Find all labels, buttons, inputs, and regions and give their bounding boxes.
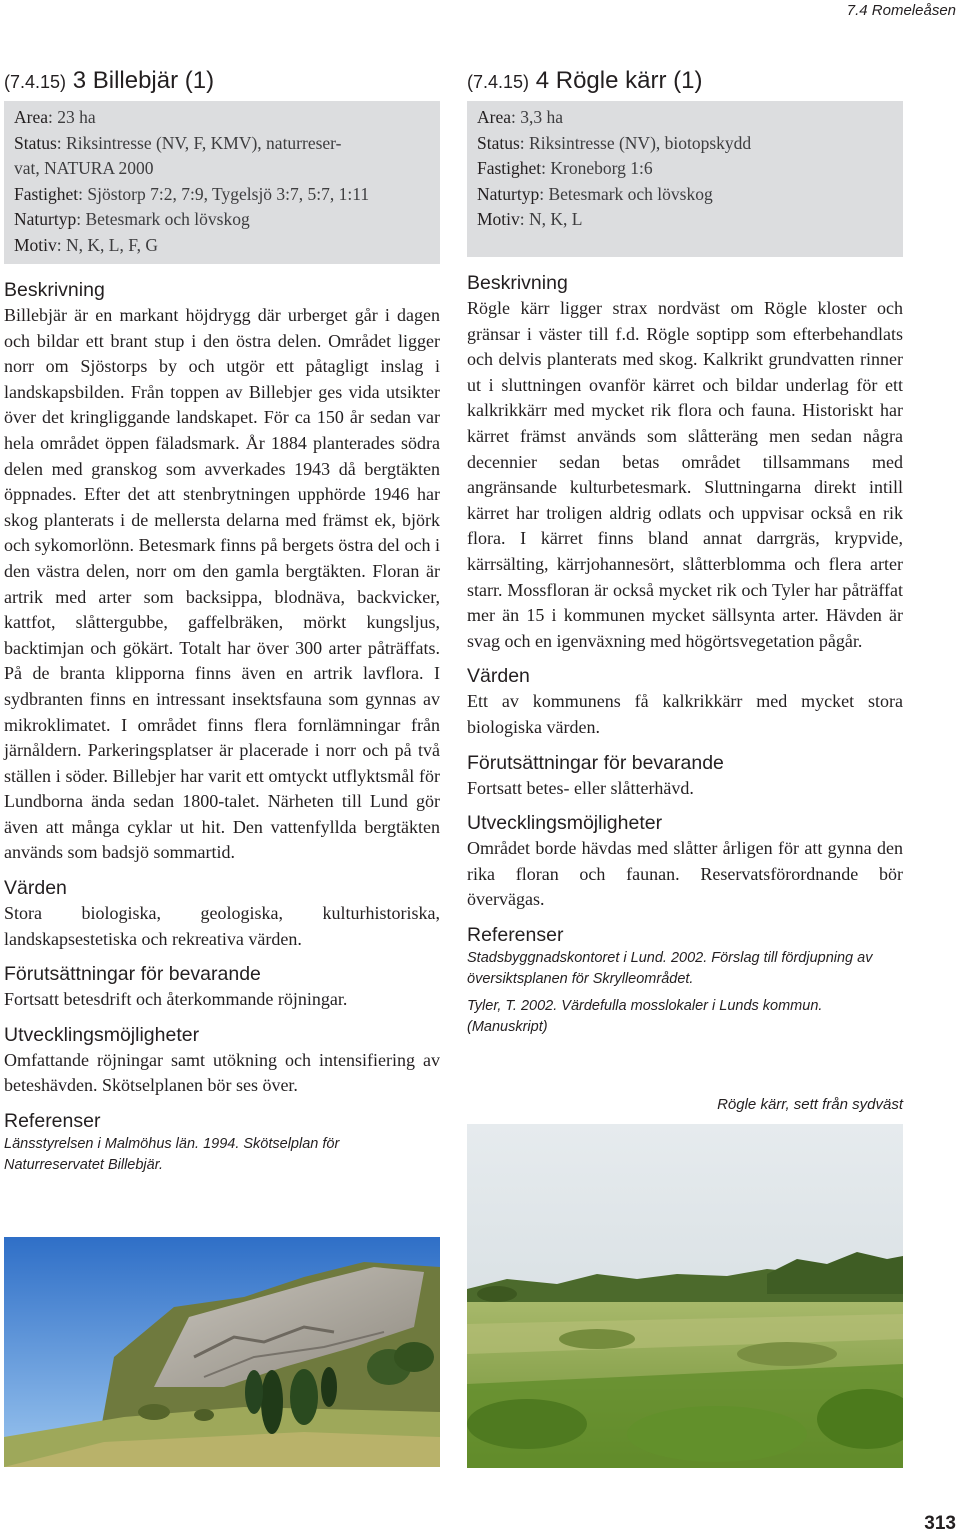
area-value: : 23 ha bbox=[48, 107, 96, 127]
forutsattningar-text: Fortsatt betesdrift och återkommande röjningar. bbox=[4, 989, 348, 1010]
fastighet-label: Fastighet bbox=[477, 158, 542, 178]
area-label: Area bbox=[477, 107, 512, 127]
naturtyp-value: : Betesmark och lövskog bbox=[76, 209, 250, 229]
left-column bbox=[4, 66, 440, 1176]
status-value-cont: vat, NATURA 2000 bbox=[14, 158, 154, 178]
varden-text: Stora biologiska, geologiska, kulturhistoriska, landskapsestetiska och rekreativa värden. bbox=[4, 903, 440, 949]
motiv-value: : N, K, L bbox=[519, 209, 583, 229]
naturtyp-label: Naturtyp bbox=[477, 183, 540, 204]
site-name: 4 Rögle kärr (1) bbox=[535, 67, 703, 94]
naturtyp-label: Naturtyp bbox=[14, 209, 77, 229]
site-title-billebjar bbox=[4, 66, 440, 97]
utveckling-heading: Utvecklingsmöjligheter bbox=[467, 812, 663, 835]
photo-caption: Rögle kärr, sett från sydväst bbox=[717, 1096, 903, 1113]
varden-heading: Värden bbox=[4, 877, 67, 900]
info-box bbox=[4, 101, 440, 264]
motiv-label: Motiv bbox=[14, 234, 57, 255]
utveckling-heading: Utvecklingsmöjligheter bbox=[4, 1023, 200, 1046]
forutsattningar-heading: Förutsättningar för bevarande bbox=[4, 963, 261, 986]
status-label: Status bbox=[477, 132, 520, 153]
beskrivning-heading: Beskrivning bbox=[4, 279, 105, 301]
reference-item: Länsstyrelsen i Malmöhus län. 1994. Skötselplan för Naturreservatet Billebjär. bbox=[4, 1136, 340, 1174]
site-name: 3 Billebjär (1) bbox=[72, 67, 215, 94]
beskrivning-heading: Beskrivning bbox=[467, 272, 568, 294]
forutsattningar-heading: Förutsättningar för bevarande bbox=[467, 751, 724, 774]
varden-text: Ett av kommunens få kalkrikkärr med mycket stora biologiska värden. bbox=[467, 691, 903, 737]
status-label: Status bbox=[14, 132, 57, 153]
reference-item: Stadsbyggnadskontoret i Lund. 2002. Förslag till fördjupning av översiktsplanen för Skrylleområdet. bbox=[467, 949, 873, 987]
site-title-rogle-karr bbox=[467, 66, 903, 97]
fastighet-value: : Sjöstorp 7:2, 7:9, Tygelsjö 3:7, 5:7, 1:11 bbox=[78, 183, 370, 204]
motiv-label: Motiv bbox=[477, 209, 520, 229]
page-number: 313 bbox=[924, 1513, 956, 1534]
site-number: (7.4.15) bbox=[4, 72, 67, 92]
status-value: : Riksintresse (NV, F, KMV), naturreser- bbox=[56, 132, 342, 153]
running-head: 7.4 Romeleåsen bbox=[846, 2, 956, 19]
referenser-heading: Referenser bbox=[4, 1110, 101, 1133]
site-number: (7.4.15) bbox=[467, 72, 530, 92]
varden-heading: Värden bbox=[467, 665, 530, 688]
rogle-karr-photo bbox=[467, 1124, 903, 1468]
area-label: Area bbox=[14, 107, 49, 127]
beskrivning-text: Billebjär är en markant höjdrygg där urberget går i dagen och bildar ett brant stup i den östra delen. Området ligger norr om Sjöstorps by och utgör ett påtagligt inslag i landskapsbilden. Från toppen av Billebjer ges vida utsikter över det kringliggande landskapet. För ca 150 år sedan var hela området öppen fäladsmark. År 1884 planterades södra delen med granskog som avverkades 1943 då bergtäkten öppnades. Efter det att stenbrytningen upphörde 1946 har skog planterats i de mellersta delarna med främst ek, björk och sykomorlönn. Betesmark finns på bergets östra del och i den västra delen, norr om den gamla bergtäkten. Floran är artrik med arter som backsippa, blodnäva, backvicker, kattfot, slåttergubbe, gaffelbräken, mörkt kungsljus, backtimjan och gökärt. Totalt har över 300 arter påträffats. På de branta klipporna finns även en artrik lavflora. I sydbranten finns en intressant insektsfauna som gynnas av mikroklimatet. I området finns flera fornlämningar från järnåldern. Parkeringsplatser är placerade i norr och på två ställen i söder. Billebjer har varit ett omtyckt utflyktsmål för Lundborna ända sedan 1800-talet. Närheten till Lund gör även att många cyklar ut hit. Den vattenfyllda bergtäkten används som badsjö sommartid. bbox=[4, 305, 440, 863]
fastighet-value: : Kroneborg 1:6 bbox=[541, 158, 653, 178]
billebjar-photo bbox=[4, 1237, 440, 1467]
right-column bbox=[467, 66, 903, 1038]
motiv-value: : N, K, L, F, G bbox=[56, 234, 158, 255]
area-value: : 3,3 ha bbox=[511, 107, 564, 127]
beskrivning-text: Rögle kärr ligger strax nordväst om Rögle kloster och gränsar i väster till f.d. Rögle soptipp som efterbehandlats och delvis planterats med skog. Kalkrikt grundvatten rinner ut i sluttningen ovanför kärret och bildar underlag för ett kalkrikkärr med mycket rik flora och fauna. Historiskt har kärret främst används som slåtteräng men sedan några decennier sedan betas området tillsammans med angränsande kulturbetesmark. Sluttningarna direkt intill kärret har troligen aldrig odlats och uppvisar också en rik flora. I kärret finns bland annat darrgräs, krypvide, kärrsälting, kärrjohannesört, slåtterblomma och flera arter starr. Mossfloran är också mycket rik och Tyler har påträffat mer än 15 i kommunen mycket sällsynta arter. Hävden är svag och en igenväxning med högörtsvegetation pågår. bbox=[467, 298, 903, 651]
referenser-heading: Referenser bbox=[467, 923, 564, 946]
fastighet-label: Fastighet bbox=[14, 183, 79, 204]
photo-caption-wrap bbox=[467, 1096, 903, 1113]
utveckling-text: Omfattande röjningar samt utökning och intensifiering av beteshävden. Skötselplanen bör ses över. bbox=[4, 1049, 440, 1096]
naturtyp-value: : Betesmark och lövskog bbox=[539, 183, 713, 204]
forutsattningar-text: Fortsatt betes- eller slåtterhävd. bbox=[467, 777, 694, 798]
status-value: : Riksintresse (NV), biotopskydd bbox=[519, 132, 752, 153]
info-box bbox=[467, 101, 903, 257]
reference-item: Tyler, T. 2002. Värdefulla mosslokaler i Lunds kommun. (Manuskript) bbox=[467, 997, 823, 1035]
utveckling-text: Området borde hävdas med slåtter årligen för att gynna den rika floran och faunan. Reservatsförordnande bör övervägas. bbox=[467, 838, 903, 910]
